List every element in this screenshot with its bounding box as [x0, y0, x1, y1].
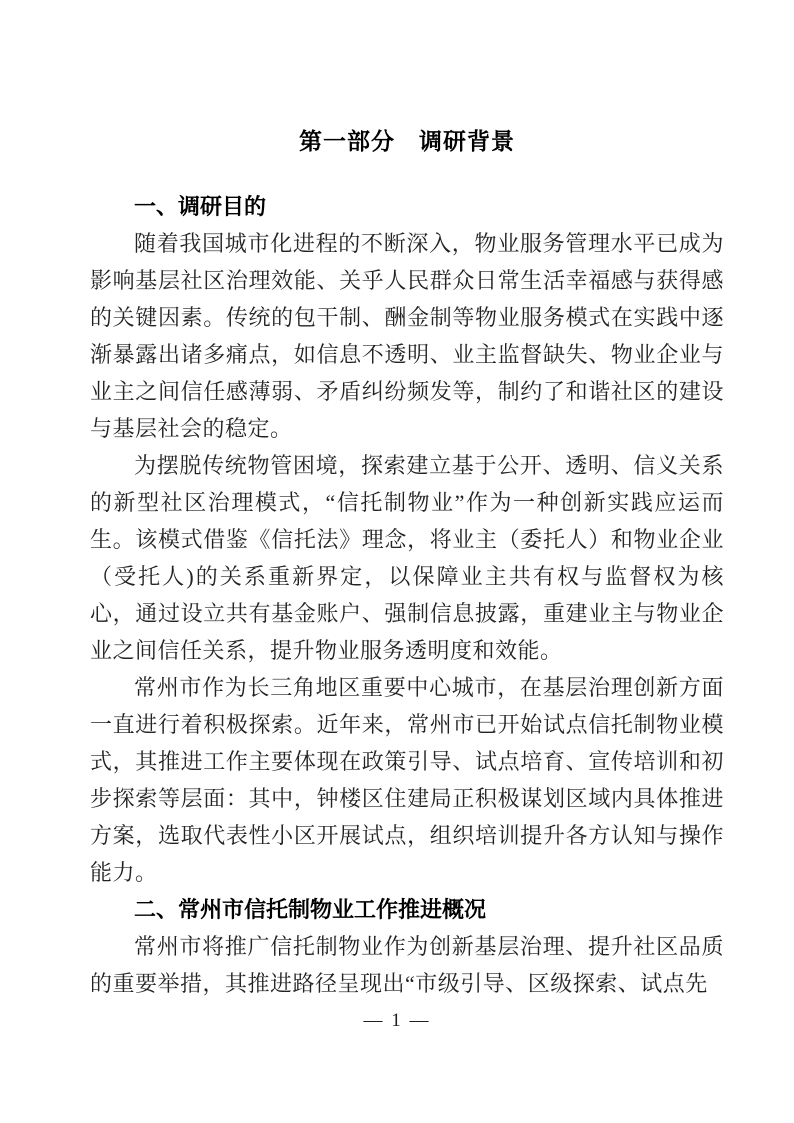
paragraph: 随着我国城市化进程的不断深入，物业服务管理水平已成为影响基层社区治理效能、关乎人民群众日常生活幸福感与获得感的关键因素。传统的包干制、酬金制等物业服务模式在实践中逐渐暴露出诸多痛点，如信息不透明、业主监督缺失、物业企业与业主之间信任感薄弱、矛盾纠纷频发等，制约了和谐社区的建设与基层社会的稳定。 — [90, 231, 724, 441]
document-body — [90, 188, 724, 1002]
paragraph: 为摆脱传统物管困境，探索建立基于公开、透明、信义关系的新型社区治理模式，“信托制物业”作为一种创新实践应运而生。该模式借鉴《信托法》理念，将业主（委托人）和物业企业（受托人)的关系重新界定，以保障业主共有权与监督权为核心，通过设立共有基金账户、强制信息披露，重建业主与物业企业之间信任关系，提升物业服务透明度和效能。 — [90, 453, 725, 663]
section-heading: 一、调研目的 — [134, 194, 267, 219]
page-number: — 1 — — [363, 1010, 431, 1031]
document-content — [90, 123, 724, 1002]
paragraph: 常州市作为长三角地区重要中心城市，在基层治理创新方面一直进行着积极探索。近年来，常州市已开始试点信托制物业模式，其推进工作主要体现在政策引导、试点培育、宣传培训和初步探索等层面：其中，钟楼区住建局正积极谋划区域内具体推进方案，选取代表性小区开展试点，组织培训提升各方认知与操作能力。 — [90, 675, 724, 885]
section-heading: 二、常州市信托制物业工作推进概况 — [134, 897, 487, 922]
document-title: 第一部分 调研背景 — [299, 128, 515, 154]
paragraph: 常州市将推广信托制物业作为创新基层治理、提升社区品质的重要举措，其推进路径呈现出“市级引导、区级探索、试点先 — [90, 934, 724, 996]
page-footer — [0, 1002, 794, 1039]
